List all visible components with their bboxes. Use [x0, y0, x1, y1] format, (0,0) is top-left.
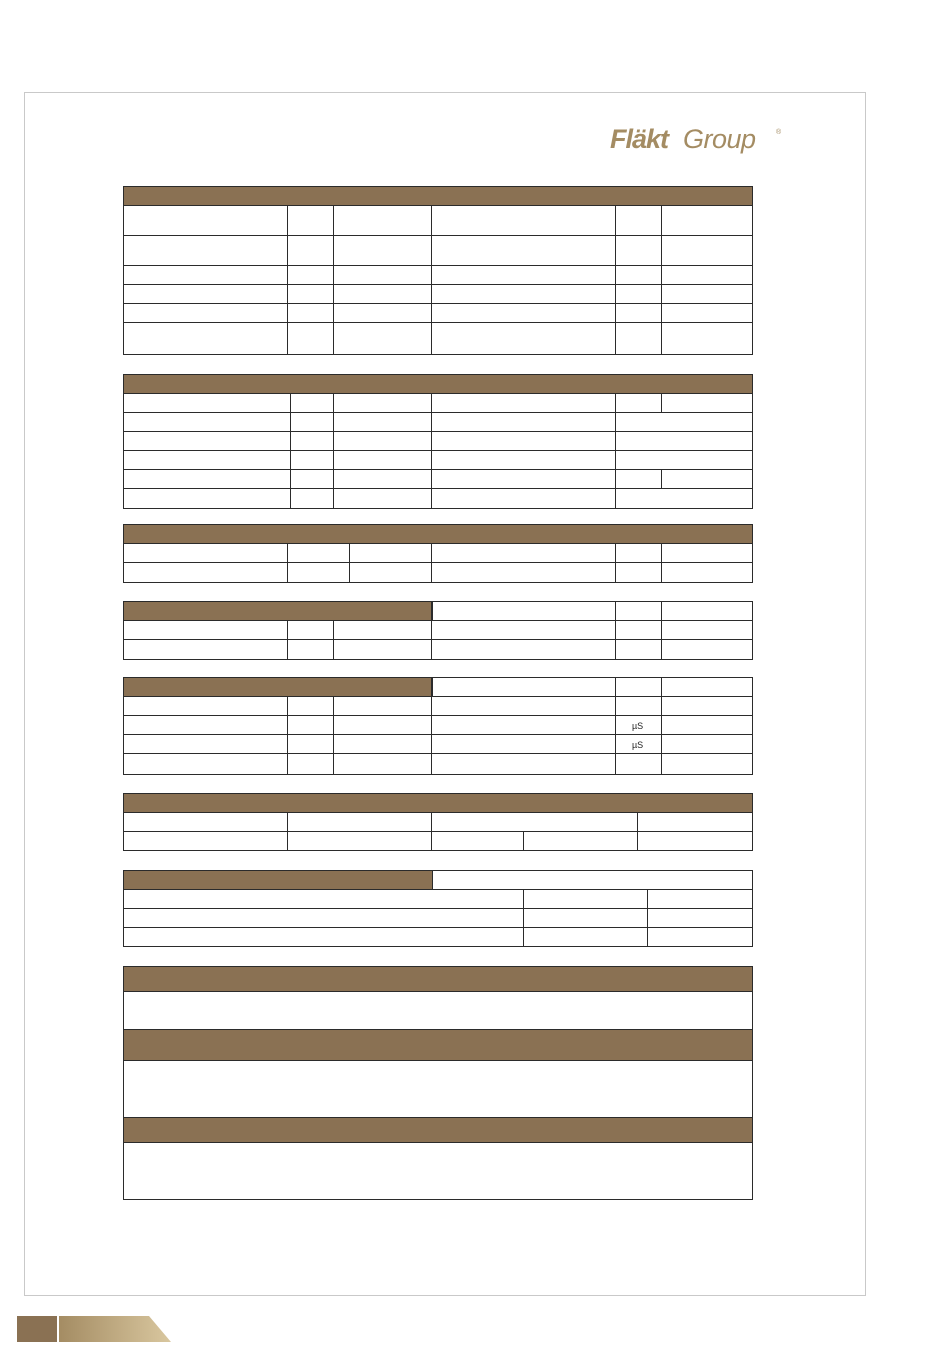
notes-1-header [123, 966, 753, 992]
flaktgroup-logo [610, 122, 784, 158]
section-3-grid [123, 543, 753, 583]
section-3-header [123, 524, 753, 544]
svg-text:Fläkt: Fläkt [610, 124, 669, 154]
notes-3-header [123, 1117, 753, 1143]
section-6-header [123, 793, 753, 813]
section-5-grid [123, 677, 753, 775]
section-1-grid [123, 205, 753, 355]
section-2-header [123, 374, 753, 394]
notes-3-area[interactable] [123, 1142, 753, 1200]
form-sheet [123, 186, 753, 1200]
svg-text:Group: Group [683, 124, 756, 154]
conductivity-unit-1: µS [632, 721, 644, 731]
notes-2-area[interactable] [123, 1060, 753, 1118]
svg-text:®: ® [776, 129, 782, 136]
notes-1-area[interactable] [123, 991, 753, 1030]
footer-tab [17, 1316, 173, 1342]
section-4-grid [123, 601, 753, 660]
section-1-header [123, 186, 753, 206]
notes-2-header [123, 1029, 753, 1061]
conductivity-unit-2: µS [632, 740, 644, 750]
section-2-grid [123, 393, 753, 509]
